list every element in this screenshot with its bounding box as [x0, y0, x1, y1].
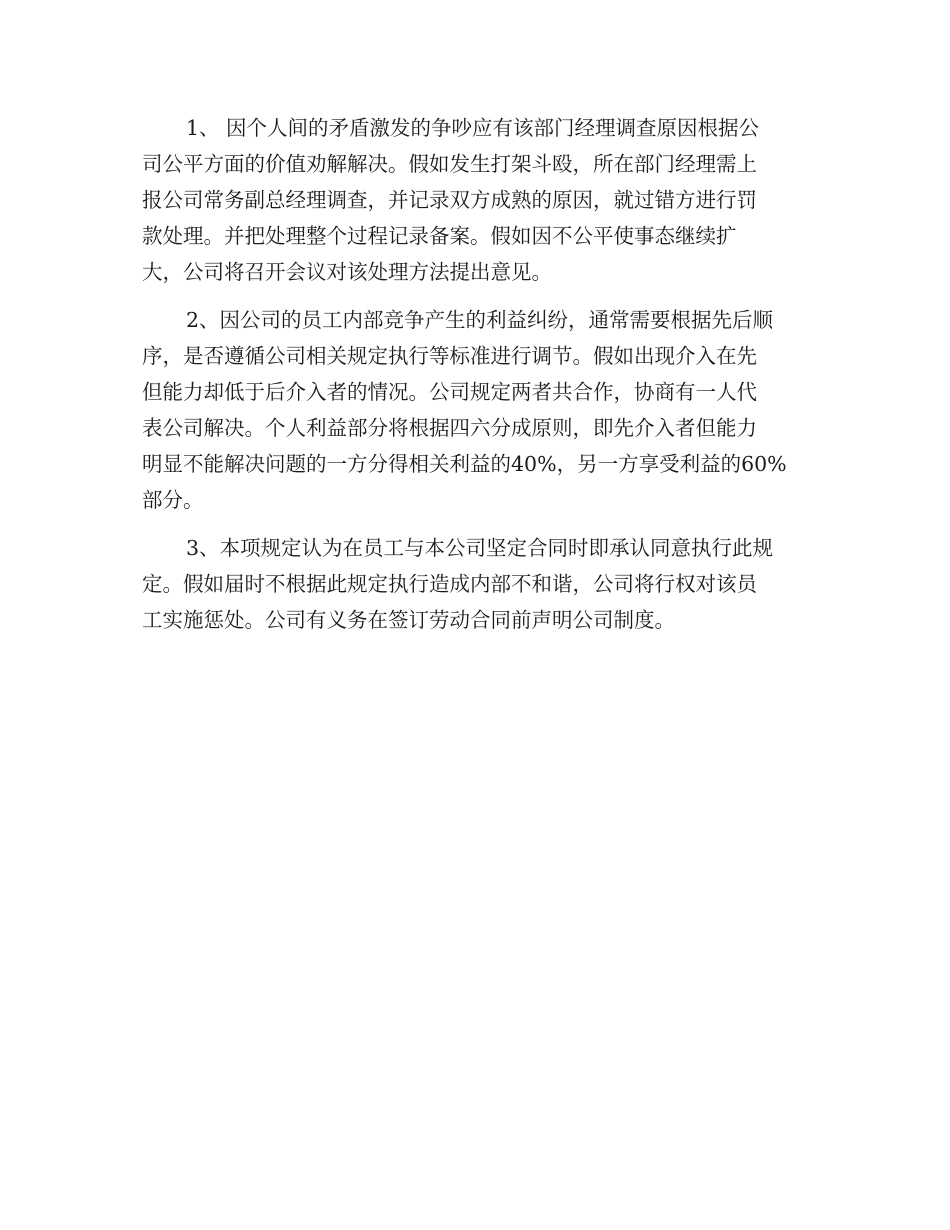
text-line: 司公平方面的价值劝解解决。假如发生打架斗殴，所在部门经理需上 [142, 152, 757, 176]
text-line: 序，是否遵循公司相关规定执行等标准进行调节。假如出现介入在先 [142, 344, 757, 368]
paragraph-3 [142, 530, 808, 638]
text-line: 3、本项规定认为在员工与本公司坚定合同时即承认同意执行此规 [186, 536, 774, 560]
text-line: 报公司常务副总经理调查，并记录双方成熟的原因，就过错方进行罚 [142, 188, 757, 212]
text-line: 款处理。并把处理整个过程记录备案。假如因不公平使事态继续扩 [142, 224, 737, 248]
text-line: 2、因公司的员工内部竞争产生的利益纠纷，通常需要根据先后顺 [186, 308, 774, 332]
text-line: 明显不能解决问题的一方分得相关利益的40%，另一方享受利益的60% [142, 452, 787, 476]
paragraph-2 [142, 302, 808, 518]
text-line: 大，公司将召开会议对该处理方法提出意见。 [142, 260, 552, 284]
text-line: 部分。 [142, 488, 204, 512]
paragraph-1 [142, 110, 808, 290]
text-line: 工实施惩处。公司有义务在签订劳动合同前声明公司制度。 [142, 608, 675, 632]
document-body [142, 110, 808, 650]
text-line: 1、 因个人间的矛盾激发的争吵应有该部门经理调查原因根据公 [186, 116, 760, 140]
text-line: 但能力却低于后介入者的情况。公司规定两者共合作，协商有一人代 [142, 380, 757, 404]
text-line: 定。假如届时不根据此规定执行造成内部不和谐，公司将行权对该员 [142, 572, 757, 596]
text-line: 表公司解决。个人利益部分将根据四六分成原则，即先介入者但能力 [142, 416, 757, 440]
